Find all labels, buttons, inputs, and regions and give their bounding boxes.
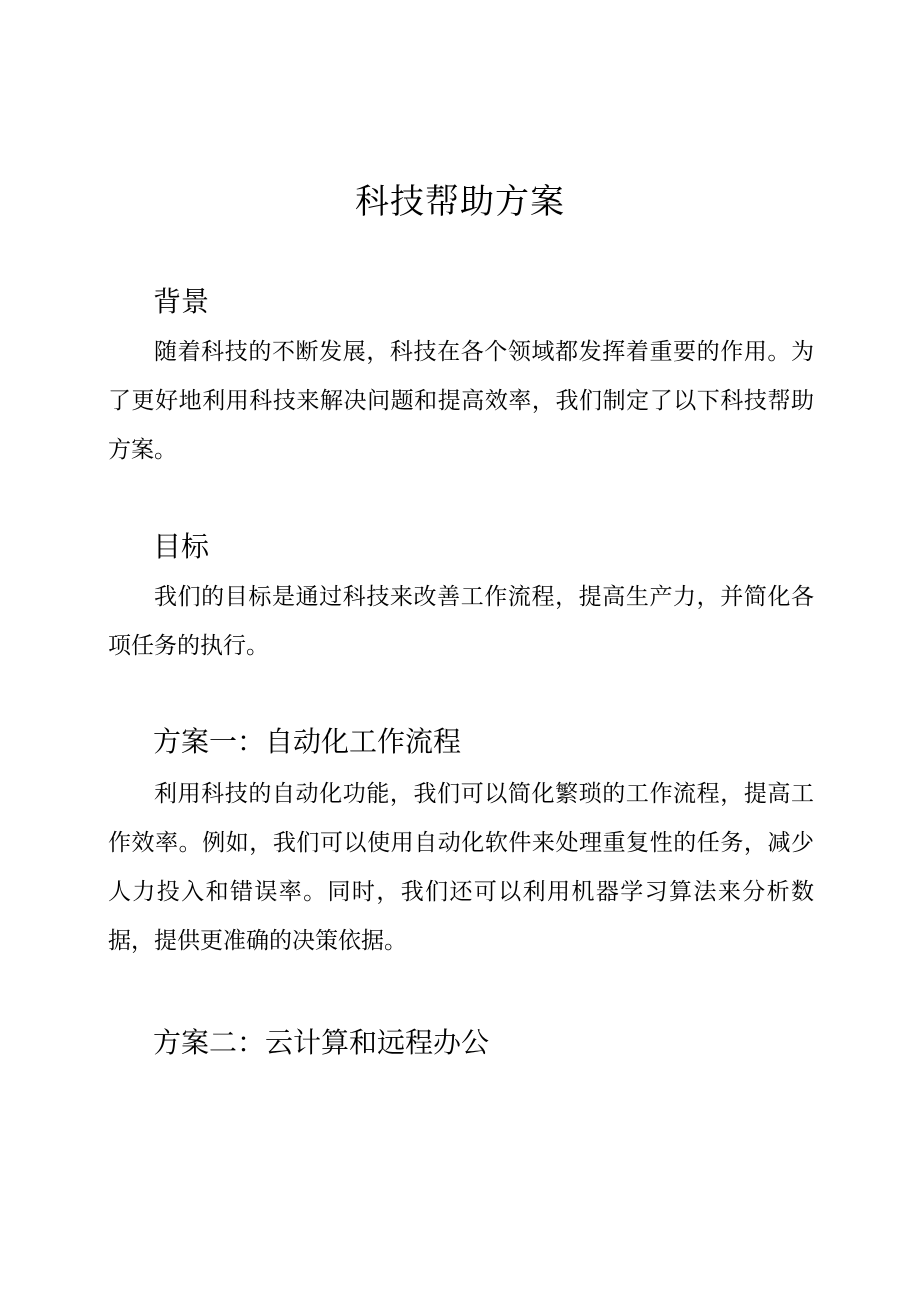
section-heading-background: 背景: [153, 285, 210, 318]
section-body-goal: 我们的目标是通过科技来改善工作流程，提高生产力，并简化各项任务的执行。: [108, 584, 814, 659]
section-body-plan-one: 利用科技的自动化功能，我们可以简化繁琐的工作流程，提高工作效率。例如，我们可以使用自动化软件来处理重复性的任务，减少人力投入和错误率。同时，我们还可以利用机器学习算法来分析数据，提供更准确的决策依据。: [108, 781, 814, 954]
section-heading-plan-one: 方案一：自动化工作流程: [153, 725, 462, 758]
document-title: 科技帮助方案: [355, 182, 565, 222]
section-heading-goal: 目标: [153, 530, 210, 563]
section-heading-plan-two: 方案二：云计算和远程办公: [153, 1026, 490, 1059]
section-body-background: 随着科技的不断发展，科技在各个领域都发挥着重要的作用。为了更好地利用科技来解决问题和提高效率，我们制定了以下科技帮助方案。: [108, 339, 814, 463]
